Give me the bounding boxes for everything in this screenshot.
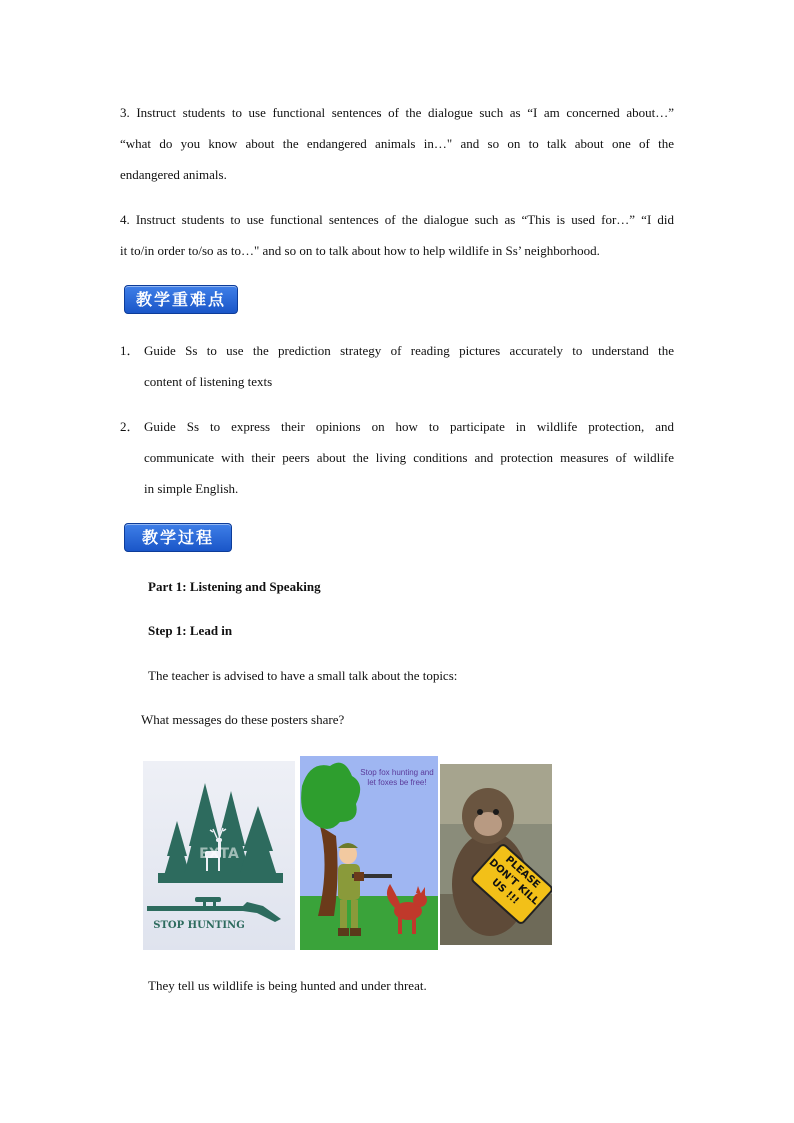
objective-3-line: “what do you know about the endangered animals in…" and so on to talk about one of the: [120, 136, 674, 151]
objective-4: [120, 204, 674, 266]
fox-hunting-poster: [300, 756, 438, 950]
key-point-line: Guide Ss to use the prediction strategy of reading pictures accurately to understand the: [144, 343, 674, 358]
key-point-number: 1．: [120, 343, 140, 358]
objective-4-line: it to/in order to/so as to…" and so on to talk about how to help wildlife in Ss’ neighborhood.: [120, 243, 600, 258]
question-text: What messages do these posters share?: [141, 712, 345, 727]
monkey-illustration: [440, 764, 552, 945]
objective-3-line: endangered animals.: [120, 167, 227, 182]
stop-hunting-poster: [143, 761, 295, 950]
key-point-line: Guide Ss to express their opinions on how to participate in wildlife protection, and: [144, 419, 674, 434]
fox-speech-bubble: Stop fox hunting and let foxes be free!: [360, 768, 434, 787]
key-point-1: [120, 335, 674, 397]
watermark-text: EXTA: [199, 846, 239, 862]
objective-4-line: 4. Instruct students to use functional sentences of the dialogue such as “This is used for…” “I did: [120, 212, 674, 227]
fox-hunting-illustration: [300, 756, 438, 950]
key-point-line: content of listening texts: [144, 374, 273, 389]
part-title: Part 1: Listening and Speaking: [148, 579, 321, 594]
stop-hunting-illustration: [143, 761, 295, 950]
key-point-line: communicate with their peers about the living conditions and protection measures of wildlife: [144, 450, 674, 465]
monkey-poster: [440, 764, 552, 945]
answer-text: They tell us wildlife is being hunted and under threat.: [148, 978, 427, 993]
key-point-line: in simple English.: [144, 481, 239, 496]
intro-text: The teacher is advised to have a small talk about the topics:: [148, 668, 458, 683]
poster-caption: STOP HUNTING: [153, 920, 245, 931]
step-title: Step 1: Lead in: [148, 623, 233, 638]
key-point-2: [120, 411, 674, 504]
sign-text: PLEASE DON'T KILL US !!!: [486, 854, 542, 908]
process-badge: 教学过程: [124, 523, 232, 552]
objective-3: [120, 97, 674, 190]
objective-3-line: 3. Instruct students to use functional sentences of the dialogue such as “I am concerned about…”: [120, 105, 674, 120]
key-points-badge: 教学重难点: [124, 285, 238, 314]
key-point-number: 2．: [120, 419, 140, 434]
